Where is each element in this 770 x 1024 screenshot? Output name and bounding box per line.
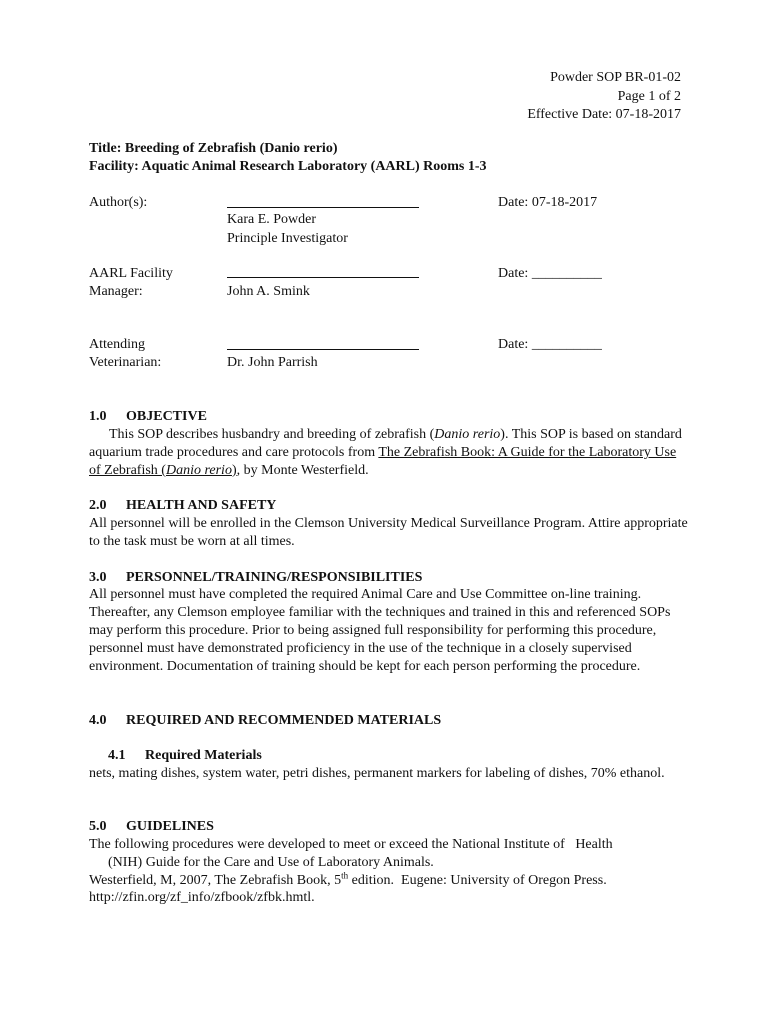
ordinal-suffix: th [341,870,349,881]
objective-paragraph [89,426,689,480]
subsection-heading-required [108,747,262,765]
guidelines-line: The following procedures were developed to meet or exceed the National Institute of Health [89,837,613,852]
reference-text: ) [231,463,237,478]
signature-role: Attending [89,337,145,352]
section-number: 1.0 [89,409,107,424]
citation-text: edition. Eugene: University of Oregon Press. [348,873,607,888]
facility-line: Facility: Aquatic Animal Research Laboratory (AARL) Rooms 1-3 [89,159,487,174]
signature-date: Date: 07-18-2017 [498,195,598,210]
subsection-number: 4.1 [108,748,126,763]
section-number: 3.0 [89,570,107,585]
page-number: Page 1 of 2 [617,89,681,104]
guidelines-citation [89,872,607,890]
signature-name: John A. Smink [227,284,310,299]
signature-line [227,207,419,208]
objective-text: This SOP describes husbandry and breeding of zebrafish ( [109,427,435,442]
guidelines-url: http://zfin.org/zf_info/zfbook/zfbk.hmtl. [89,890,315,905]
effective-date: Effective Date: 07-18-2017 [527,107,681,122]
signature-line [227,349,419,350]
section-heading-personnel [89,569,422,587]
signature-line [227,277,419,278]
section-title: GUIDELINES [126,819,214,834]
signature-name: Kara E. Powder [227,212,317,227]
section-title: PERSONNEL/TRAINING/RESPONSIBILITIES [126,570,423,585]
section-number: 2.0 [89,498,107,513]
section-title: HEALTH AND SAFETY [126,498,277,513]
section-heading-guidelines [89,818,214,836]
guidelines-line: (NIH) Guide for the Care and Use of Laboratory Animals. [108,855,434,870]
signature-role-line2: Veterinarian: [89,355,162,370]
species-name: Danio rerio [165,463,232,478]
signature-subtitle: Principle Investigator [227,231,348,246]
document-id: Powder SOP BR-01-02 [550,70,681,85]
personnel-paragraph: All personnel must have completed the required Animal Care and Use Committee on-line training. Thereafter, any Clemson employee familiar with the techniques and trained in this and referenced SOPs may perform this procedure. Prior to being assigned full responsibility for performing this procedure, personnel must have demonstrated proficiency in the use of the technique in a closely supervised environment. Documentation of training should be kept for each person performing the procedure. [89,587,671,674]
section-heading-objective [89,408,207,426]
section-title: REQUIRED AND RECOMMENDED MATERIALS [126,713,442,728]
objective-text: , by Monte Westerfield. [236,463,369,478]
health-paragraph: All personnel will be enrolled in the Clemson University Medical Surveillance Program. Attire appropriate to the task must be worn at all times. [89,516,688,549]
document-title: Title: Breeding of Zebrafish (Danio rerio) [89,141,338,156]
signature-role: Author(s): [89,195,148,210]
section-heading-health [89,497,276,515]
section-title: OBJECTIVE [126,409,207,424]
section-number: 5.0 [89,819,107,834]
materials-paragraph: nets, mating dishes, system water, petri dishes, permanent markers for labeling of dishes, 70% ethanol. [89,766,665,781]
signature-role: AARL Facility [89,266,173,281]
reference-text: The Zebrafish Book: A Guide for the Laboratory Use of Zebrafish ( [89,445,677,478]
signature-name: Dr. John Parrish [227,355,318,370]
section-heading-materials [89,712,441,730]
signature-date: Date: __________ [498,337,602,352]
objective-text: ). This SOP is based on standard aquarium trade procedures and care protocols from [89,427,682,460]
species-name: Danio rerio [434,427,501,442]
signature-date: Date: __________ [498,266,602,281]
citation-text: Westerfield, M, 2007, The Zebrafish Book, 5 [89,873,342,888]
section-number: 4.0 [89,713,107,728]
signature-role-line2: Manager: [89,284,143,299]
subsection-title: Required Materials [145,748,262,763]
